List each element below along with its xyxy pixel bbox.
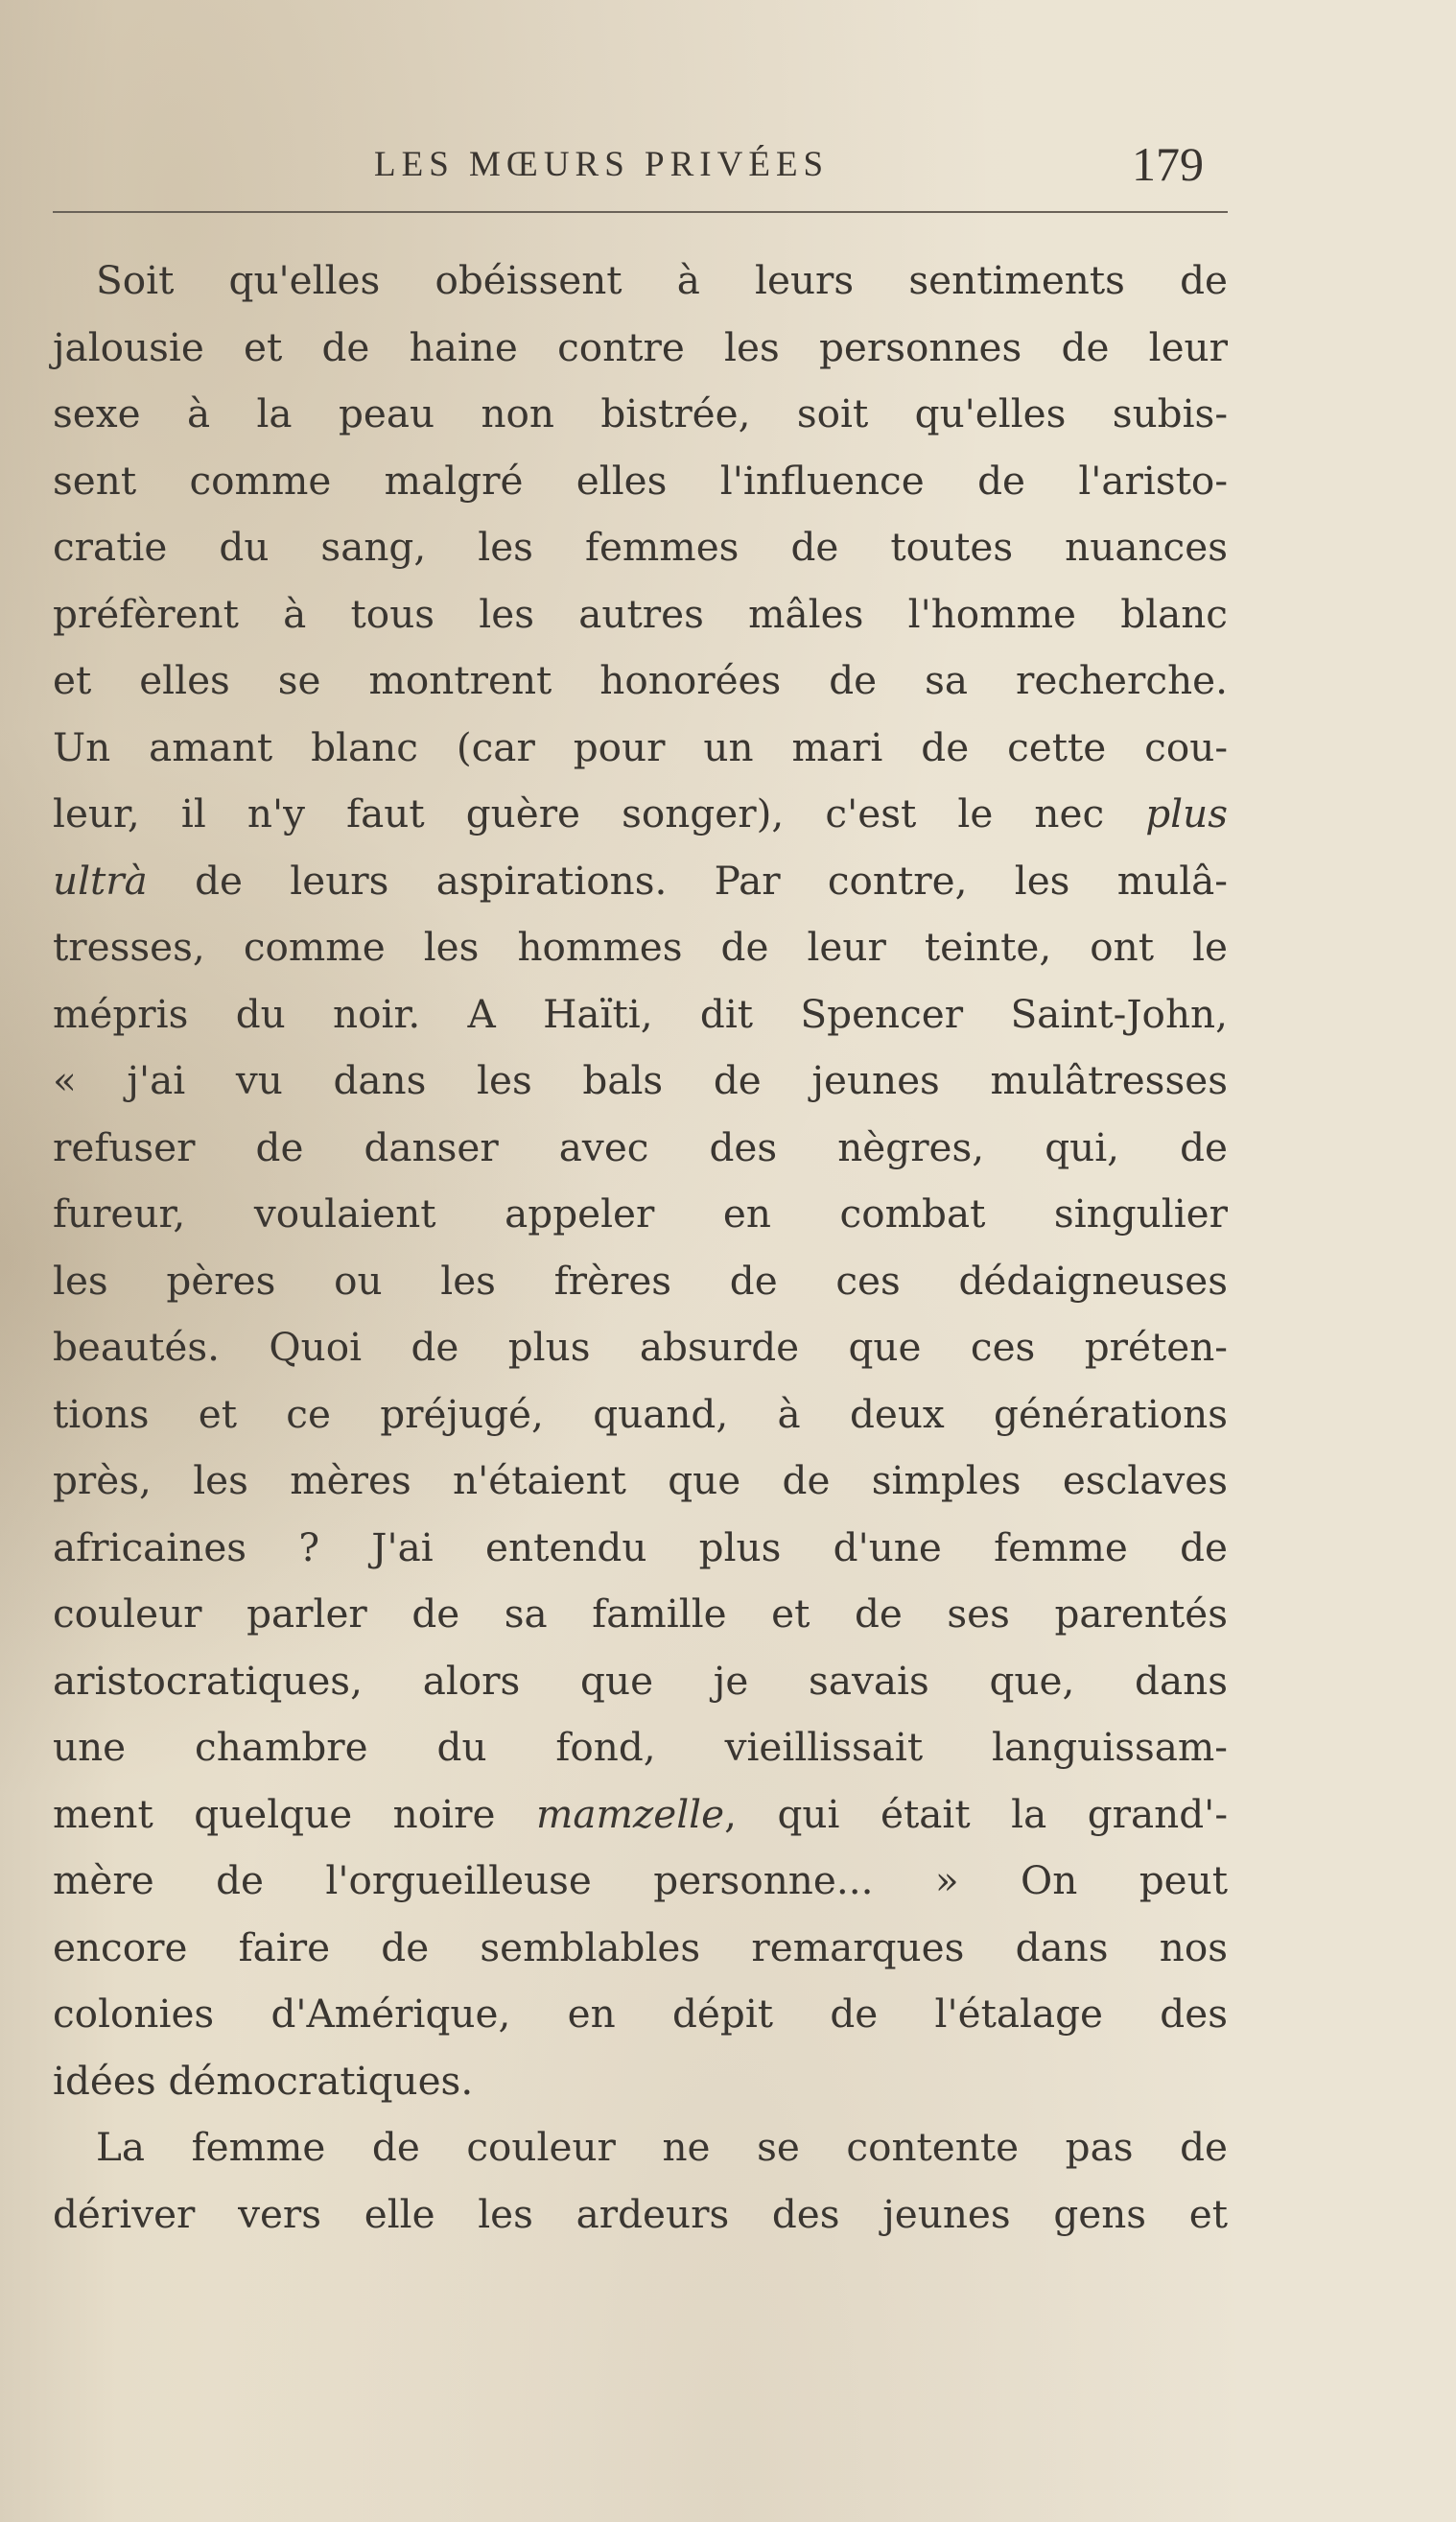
text-line — [53, 1781, 1228, 1849]
italic-phrase: plus — [1145, 790, 1228, 837]
text-line: près, les mères n'étaient que de simples esclaves — [53, 1457, 1228, 1503]
body-text — [53, 247, 1228, 2248]
text-line: Soit qu'elles obéissent à leurs sentiments de — [96, 257, 1228, 303]
text-line: fureur, voulaient appeler en combat singulier — [53, 1190, 1228, 1237]
text-line — [53, 848, 1228, 915]
italic-phrase: mamzelle — [535, 1790, 725, 1837]
text-line: couleur parler de sa famille et de ses parentés — [53, 1591, 1228, 1637]
text-line: aristocratiques, alors que je savais que, dans — [53, 1657, 1228, 1704]
text-line: jalousie et de haine contre les personnes de leur — [53, 323, 1228, 370]
running-title: LES MŒURS PRIVÉES — [374, 145, 830, 184]
text-segment: leur, il n'y faut guère songer), c'est le nec — [53, 790, 1105, 837]
page-header — [0, 137, 1456, 201]
text-segment: , qui était la grand'- — [724, 1790, 1229, 1837]
text-line: « j'ai vu dans les bals de jeunes mulâtresses — [53, 1057, 1228, 1103]
text-line: mépris du noir. A Haïti, dit Spencer Saint-John, — [53, 990, 1228, 1037]
text-line: sent comme malgré elles l'influence de l'aristo- — [53, 457, 1228, 504]
text-line: beautés. Quoi de plus absurde que ces préten- — [53, 1324, 1228, 1370]
text-line — [53, 781, 1228, 848]
text-line: une chambre du fond, vieillissait languissam- — [53, 1724, 1228, 1770]
text-line: colonies d'Amérique, en dépit de l'étalage des — [53, 1991, 1228, 2037]
header-rule — [53, 211, 1228, 213]
text-line: refuser de danser avec des nègres, qui, de — [53, 1123, 1228, 1170]
page-number: 179 — [1132, 137, 1204, 191]
text-line: tresses, comme les hommes de leur teinte, ont le — [53, 924, 1228, 970]
text-line: Un amant blanc (car pour un mari de cette cou- — [53, 723, 1228, 770]
text-segment: de leurs aspirations. Par contre, les mulâ- — [195, 857, 1228, 904]
text-line: sexe à la peau non bistrée, soit qu'elles subis- — [53, 390, 1228, 436]
text-line: idées démocratiques. — [53, 2057, 474, 2104]
text-line: préfèrent à tous les autres mâles l'homme blanc — [53, 590, 1228, 637]
text-line: mère de l'orgueilleuse personne... » On peut — [53, 1857, 1228, 1903]
text-segment: ment quelque noire — [53, 1790, 496, 1837]
text-line: encore faire de semblables remarques dans nos — [53, 1923, 1228, 1970]
text-line: africaines ? J'ai entendu plus d'une femme de — [53, 1523, 1228, 1570]
text-line: et elles se montrent honorées de sa recherche. — [53, 657, 1228, 703]
text-line: cratie du sang, les femmes de toutes nuances — [53, 524, 1228, 570]
text-line: tions et ce préjugé, quand, à deux générations — [53, 1390, 1228, 1437]
italic-phrase: ultrà — [53, 857, 148, 904]
text-line: dériver vers elle les ardeurs des jeunes gens et — [53, 2190, 1228, 2237]
text-line: La femme de couleur ne se contente pas de — [96, 2124, 1228, 2170]
text-line: les pères ou les frères de ces dédaigneuses — [53, 1257, 1228, 1304]
